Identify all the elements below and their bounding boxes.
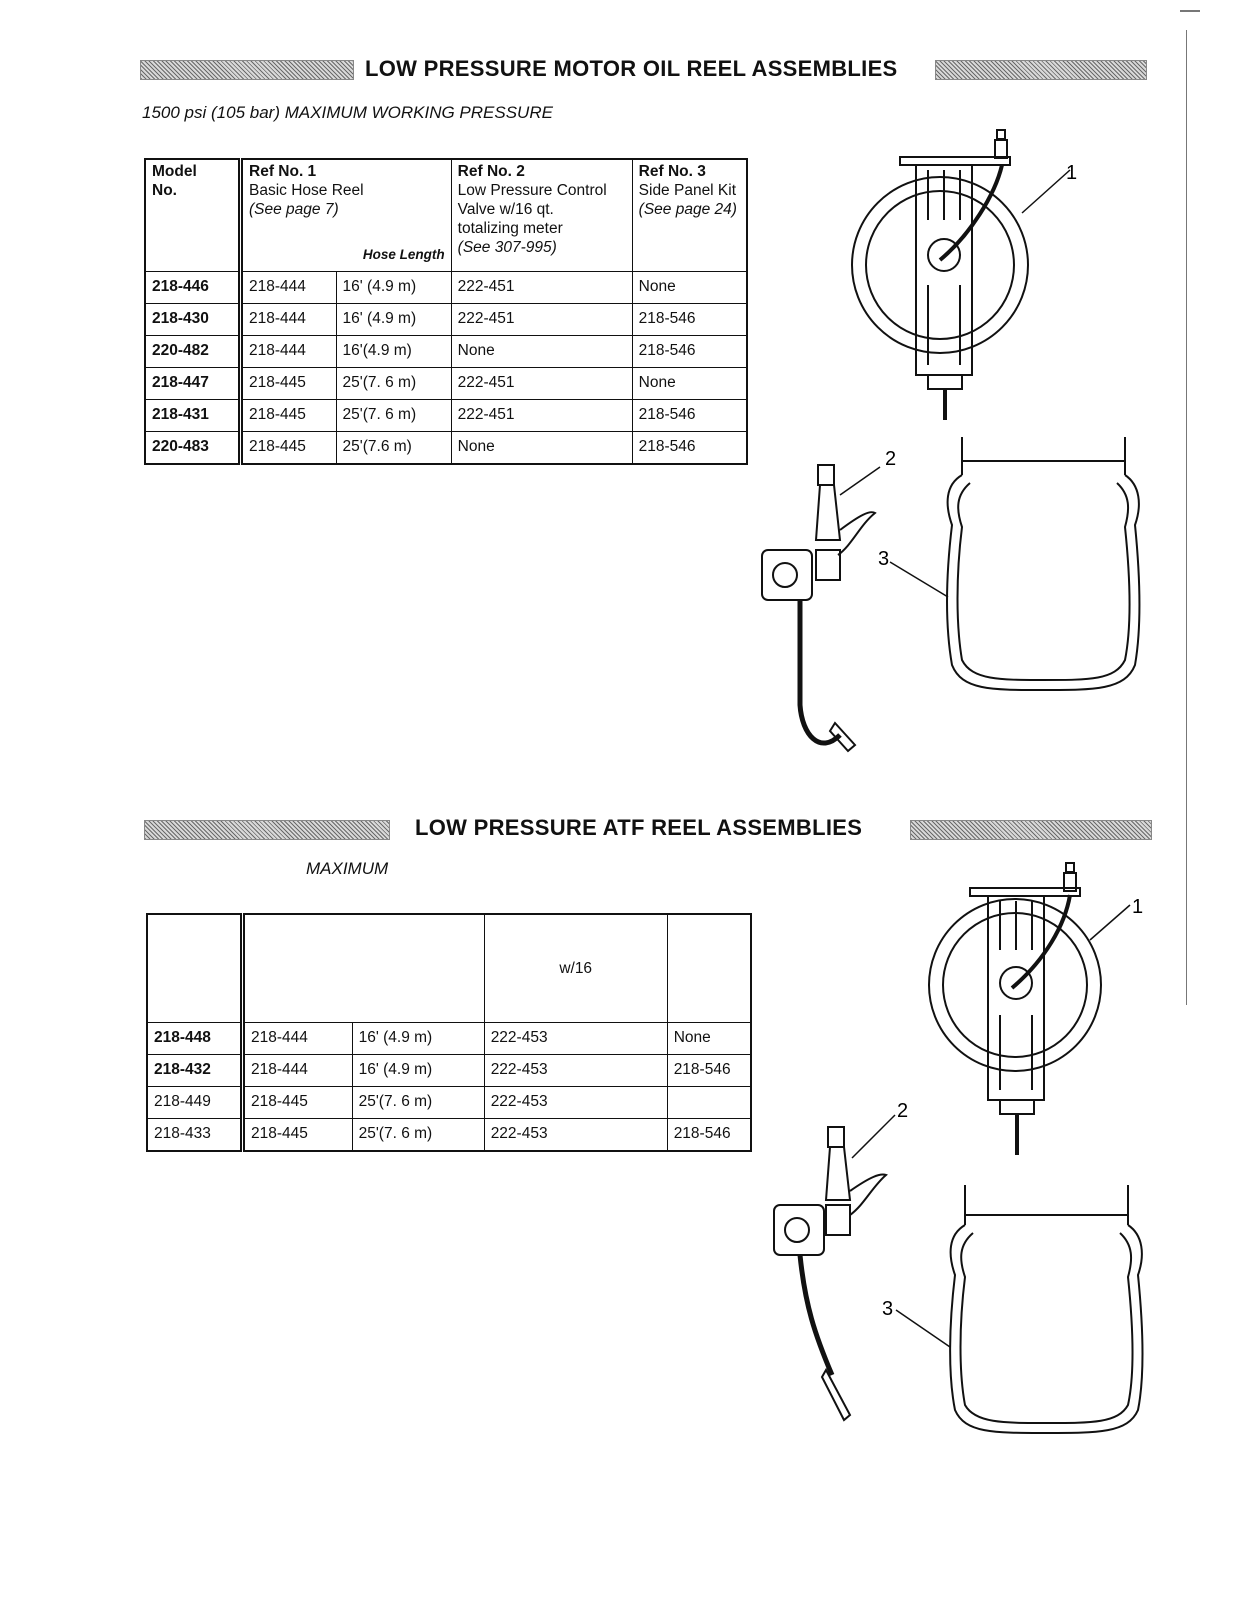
cell-panel	[667, 1086, 751, 1118]
cell-valve: None	[451, 431, 632, 464]
header-ref3-title: Ref No. 3	[638, 163, 706, 180]
section2-callout-1: 1	[1132, 896, 1144, 918]
reel-drum-inner	[866, 191, 1014, 339]
table-row	[145, 303, 747, 335]
header-model-line2: No.	[152, 182, 177, 199]
header-ref2-line3: totalizing meter	[457, 220, 563, 237]
section2-reel-illustration	[760, 855, 1180, 1455]
cell-panel: 218-546	[632, 399, 747, 431]
header-ref1-blank	[243, 914, 485, 1022]
cell-valve: 222-451	[451, 367, 632, 399]
header-ref2-line2: Valve w/16 qt.	[457, 201, 554, 218]
table-row	[145, 399, 747, 431]
header-model-blank	[147, 914, 243, 1022]
cell-panel: None	[632, 367, 747, 399]
section1-callout-1: 1	[1066, 162, 1078, 184]
cell-model: 220-482	[145, 335, 241, 367]
header-ref2	[484, 914, 667, 1022]
section1-hatch-left	[140, 60, 354, 80]
section2-hatch-left	[144, 820, 390, 840]
cell-model: 218-430	[145, 303, 241, 335]
reel-drum-outer	[852, 177, 1028, 353]
header-ref2	[451, 159, 632, 271]
cell-panel: None	[667, 1022, 751, 1054]
cell-valve: 222-453	[484, 1086, 667, 1118]
header-model-line1: Model	[152, 163, 197, 180]
section2-callout-3: 3	[882, 1298, 894, 1320]
cell-reel: 218-445	[243, 1086, 353, 1118]
cell-panel: 218-546	[632, 303, 747, 335]
cell-hose: 25'(7.6 m)	[336, 431, 451, 464]
cell-panel: 218-546	[667, 1118, 751, 1151]
header-ref1	[241, 159, 452, 271]
table-row	[145, 271, 747, 303]
header-ref1-note: (See page 7)	[249, 201, 339, 218]
side-panel	[947, 437, 1139, 690]
section2-title: LOW PRESSURE ATF REEL ASSEMBLIES	[415, 815, 863, 840]
header-ref3-blank	[667, 914, 751, 1022]
header-ref2-note: (See 307-995)	[457, 239, 557, 256]
cell-reel: 218-444	[241, 303, 337, 335]
cell-hose: 16'(4.9 m)	[336, 335, 451, 367]
cell-hose: 16' (4.9 m)	[336, 271, 451, 303]
header-ref3-note: (See page 24)	[638, 201, 737, 218]
cell-hose: 25'(7. 6 m)	[352, 1118, 484, 1151]
cell-model: 220-483	[145, 431, 241, 464]
page-corner-mark	[1180, 10, 1200, 12]
meter-housing	[774, 1205, 824, 1255]
cell-valve: 222-451	[451, 303, 632, 335]
cell-hose: 25'(7. 6 m)	[352, 1086, 484, 1118]
cell-reel: 218-444	[241, 335, 337, 367]
section1-subtitle: 1500 psi (105 bar) MAXIMUM WORKING PRESSURE	[142, 103, 553, 122]
cell-model: 218-433	[147, 1118, 243, 1151]
valve-knob	[828, 1127, 844, 1147]
cell-model: 218-446	[145, 271, 241, 303]
table-row	[145, 335, 747, 367]
section2-subtitle: MAXIMUM	[306, 859, 389, 878]
header-hose-length: Hose Length	[362, 247, 445, 262]
cell-reel: 218-445	[241, 367, 337, 399]
cell-valve: 222-451	[451, 399, 632, 431]
cell-valve: 222-453	[484, 1118, 667, 1151]
cell-valve: None	[451, 335, 632, 367]
cell-reel: 218-444	[241, 271, 337, 303]
side-panel	[950, 1185, 1142, 1433]
table-row	[147, 1022, 751, 1054]
cell-panel: 218-546	[632, 431, 747, 464]
cell-hose: 16' (4.9 m)	[352, 1022, 484, 1054]
cell-valve: 222-453	[484, 1054, 667, 1086]
table-row	[147, 1054, 751, 1086]
cell-model: 218-431	[145, 399, 241, 431]
section1-hatch-right	[935, 60, 1147, 80]
section2-parts-table	[146, 913, 752, 1152]
cell-reel: 218-444	[243, 1022, 353, 1054]
cell-model: 218-432	[147, 1054, 243, 1086]
cell-panel: 218-546	[667, 1054, 751, 1086]
section1-reel-illustration	[740, 125, 1160, 765]
header-ref2-line1: Low Pressure Control	[457, 182, 607, 199]
cell-model: 218-447	[145, 367, 241, 399]
cell-hose: 16' (4.9 m)	[352, 1054, 484, 1086]
section1-title: LOW PRESSURE MOTOR OIL REEL ASSEMBLIES	[365, 56, 898, 81]
cell-reel: 218-445	[241, 431, 337, 464]
cell-valve: 222-451	[451, 271, 632, 303]
header-ref2-fragment: w/16	[559, 959, 593, 977]
section1-callout-3: 3	[878, 548, 890, 570]
header-ref1-desc: Basic Hose Reel	[249, 182, 364, 199]
cell-panel: None	[632, 271, 747, 303]
page-edge-line	[1186, 30, 1187, 1005]
section2-hatch-right	[910, 820, 1152, 840]
cell-reel: 218-444	[243, 1054, 353, 1086]
cell-panel: 218-546	[632, 335, 747, 367]
header-ref3	[632, 159, 747, 271]
table-row	[147, 1086, 751, 1118]
cell-hose: 16' (4.9 m)	[336, 303, 451, 335]
header-ref3-desc: Side Panel Kit	[638, 182, 737, 199]
cell-model: 218-448	[147, 1022, 243, 1054]
cell-model: 218-449	[147, 1086, 243, 1118]
meter-housing	[762, 550, 812, 600]
cell-hose: 25'(7. 6 m)	[336, 367, 451, 399]
table-row	[145, 367, 747, 399]
header-ref2-title: Ref No. 2	[457, 163, 525, 180]
valve-knob	[818, 465, 834, 485]
cell-reel: 218-445	[241, 399, 337, 431]
header-model	[145, 159, 241, 271]
cell-reel: 218-445	[243, 1118, 353, 1151]
cell-hose: 25'(7. 6 m)	[336, 399, 451, 431]
reel-mount-plate	[900, 157, 1010, 165]
table-row	[147, 1118, 751, 1151]
section2-callout-2: 2	[897, 1100, 909, 1122]
table-row	[145, 431, 747, 464]
section1-callout-2: 2	[885, 448, 897, 470]
cell-valve: 222-453	[484, 1022, 667, 1054]
section1-parts-table	[144, 158, 748, 465]
header-ref1-title: Ref No. 1	[249, 163, 317, 180]
